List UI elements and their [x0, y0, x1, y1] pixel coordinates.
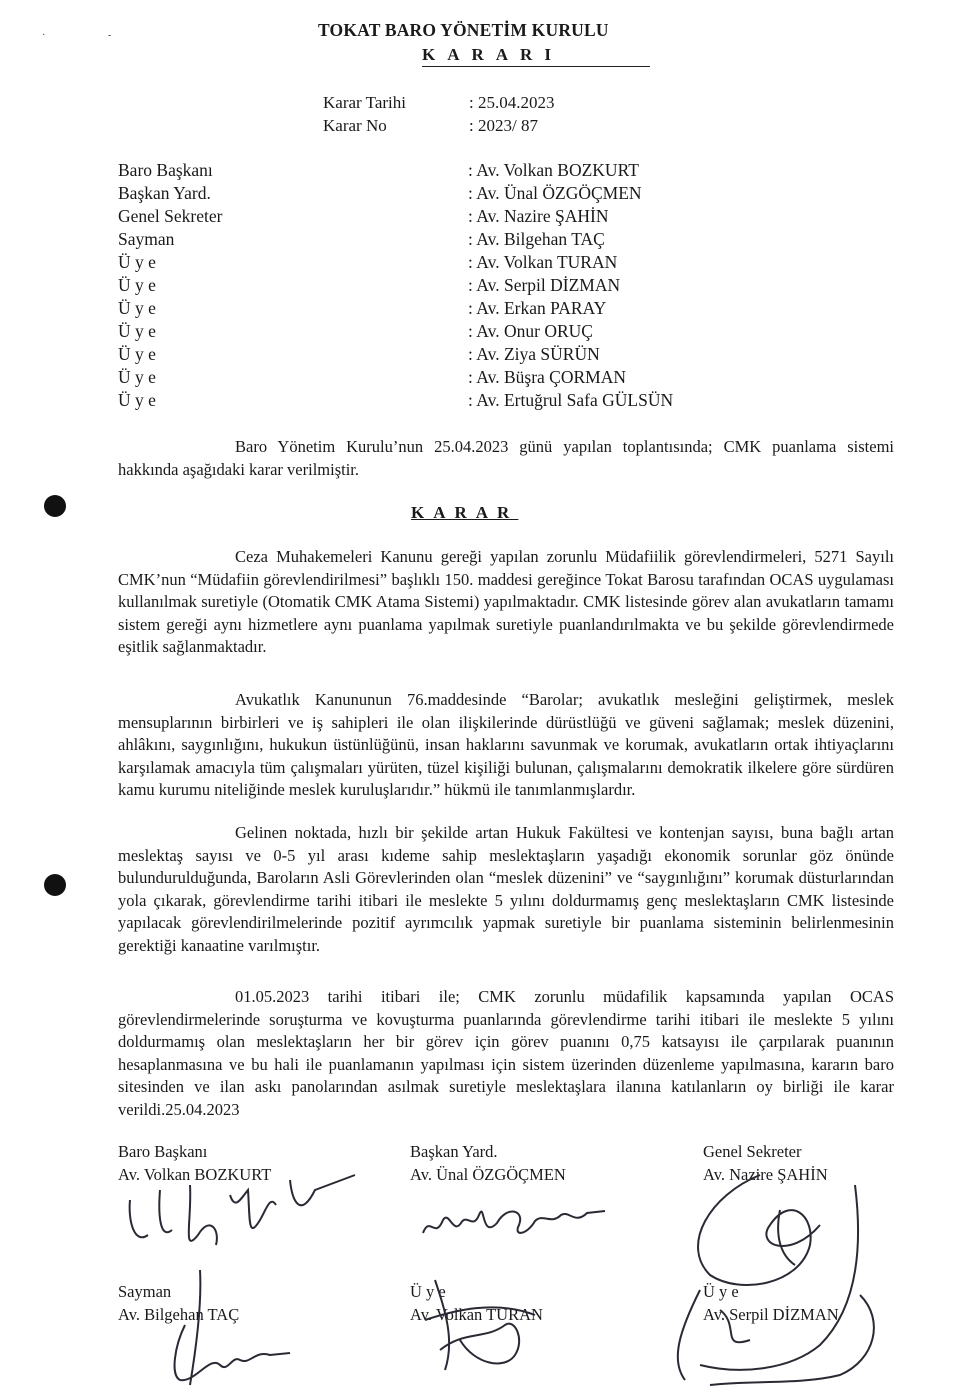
document-subtitle: KARARI: [422, 45, 650, 67]
signature-name: Av. Serpil DİZMAN: [703, 1305, 839, 1324]
decision-heading: KARAR: [411, 503, 519, 522]
punch-hole-top: [44, 495, 66, 517]
signature-name: Av. Volkan TURAN: [410, 1305, 543, 1324]
member-name: : Av. Onur ORUÇ: [468, 321, 593, 341]
member-name: : Av. Volkan TURAN: [468, 252, 618, 272]
body-paragraph-1: Ceza Muhakemeleri Kanunu gereği yapılan zorunlu Müdafiilik görevlendirmeleri, 5271 Sayılı CMK’nun “Müdafiin görevlendirilmesi” başlıklı 150. maddesi gereğince Tokat Barosu tarafından OCAS uygulaması kullanılmak suretiyle (Otomatik CMK Atama Sistemi) yapılmaktadır. CMK listesinde görev alan avukatların tamamı sistem gereği aynı hizmetlere aynı puanlama yapılmak suretiyle puanlandırılmakta ve bu şekilde görevlendirmede eşitlik sağlanmaktadır.: [118, 547, 894, 656]
signature-role: Ü y e: [410, 1282, 446, 1301]
document-title: TOKAT BARO YÖNETİM KURULU: [318, 20, 609, 40]
signature-block-treasurer: [118, 1280, 239, 1326]
signature-block-president: [118, 1140, 271, 1186]
signature-role: Sayman: [118, 1282, 172, 1301]
scan-specks: · -: [42, 30, 142, 41]
date-label: Karar Tarihi: [323, 93, 406, 112]
member-role: Baro Başkanı: [118, 160, 213, 180]
member-name: : Av. Nazire ŞAHİN: [468, 206, 609, 226]
member-name: : Av. Ertuğrul Safa GÜLSÜN: [468, 390, 674, 410]
meta-date-row: [323, 91, 554, 114]
member-name: : Av. Serpil DİZMAN: [468, 275, 621, 295]
member-row: [118, 159, 673, 182]
signature-block-secretary: [703, 1140, 828, 1186]
member-role: Ü y e: [118, 390, 156, 410]
member-role: Ü y e: [118, 367, 156, 387]
member-row: [118, 343, 673, 366]
handwritten-signature-vice-president: [415, 1185, 615, 1245]
member-row: [118, 297, 673, 320]
member-row: [118, 251, 673, 274]
member-name: : Av. Büşra ÇORMAN: [468, 367, 626, 387]
member-role: Sayman: [118, 229, 175, 249]
intro-paragraph: Baro Yönetim Kurulu’nun 25.04.2023 günü yapılan toplantısında; CMK puanlama sistemi hakkında aşağıdaki karar verilmiştir.: [118, 437, 894, 479]
member-role: Başkan Yard.: [118, 183, 211, 203]
punch-hole-bottom: [44, 874, 66, 896]
member-name: : Av. Bilgehan TAÇ: [468, 229, 605, 249]
date-value: : 25.04.2023: [469, 93, 555, 112]
body-paragraph-4: 01.05.2023 tarihi itibari ile; CMK zorunlu müdafilik kapsamında yapılan OCAS görevlendirmelerinde soruşturma ve kovuşturma puanlarında görevlendirme tarihi itibari ile meslekte 5 yılını doldurmamış olan meslektaşların her bir görev için görev puanını 0,75 katsayısı ile çarpılarak puanının hesaplanmasına ve bu hali ile puanlamanın yapılması için sistem üzerinden düzenleme yapılmasına, kararın baro sitesinden ve ilan askı panolarından asılmak suretiyle meslektaşlara ilanına katılanların oy birliği ile karar verildi.25.04.2023: [118, 987, 894, 1119]
signature-role: Genel Sekreter: [703, 1142, 802, 1161]
member-row: [118, 320, 673, 343]
member-role: Ü y e: [118, 275, 156, 295]
signature-block-member-turan: [410, 1280, 543, 1326]
member-role: Ü y e: [118, 252, 156, 272]
signature-name: Av. Ünal ÖZGÖÇMEN: [410, 1165, 566, 1184]
signature-name: Av. Nazire ŞAHİN: [703, 1165, 828, 1184]
signature-role: Baro Başkanı: [118, 1142, 208, 1161]
member-role: Ü y e: [118, 298, 156, 318]
member-role: Ü y e: [118, 321, 156, 341]
member-row: [118, 366, 673, 389]
member-row: [118, 389, 673, 412]
signature-block-member-dizman: [703, 1280, 839, 1326]
member-role: Genel Sekreter: [118, 206, 223, 226]
signature-role: Başkan Yard.: [410, 1142, 498, 1161]
signature-block-vice-president: [410, 1140, 566, 1186]
member-row: [118, 205, 673, 228]
number-value: : 2023/ 87: [469, 116, 538, 135]
member-name: : Av. Ünal ÖZGÖÇMEN: [468, 183, 642, 203]
board-members-list: [118, 159, 673, 412]
number-label: Karar No: [323, 116, 387, 135]
member-row: [118, 182, 673, 205]
member-name: : Av. Volkan BOZKURT: [468, 160, 639, 180]
member-name: : Av. Ziya SÜRÜN: [468, 344, 600, 364]
handwritten-signature-secretary: [680, 1165, 890, 1385]
member-name: : Av. Erkan PARAY: [468, 298, 607, 318]
body-paragraph-3: Gelinen noktada, hızlı bir şekilde artan Hukuk Fakültesi ve kontenjan sayısı, buna bağlı artan meslektaş sayısı ve 0-5 yıl arası kıdeme sahip meslektaşların yaşadığı ekonomik sorunlar göz önünde bulundurulduğunda, Baroların Asli Görevlerinden olan “meslek düzenini” ve “saygınlığını” korumak düsturlarından yola çıkarak, görevlendirme tarihi itibari ile meslekte 5 yılını doldurmamış genç meslektaşların CMK listesinde yapılacak görevlendirilmelerinde pozitif ayrımcılık yapmak suretiyle bir puanlama sisteminin belirlenmesinin gerektiği kanaatine varılmıştır.: [118, 823, 894, 955]
signature-name: Av. Volkan BOZKURT: [118, 1165, 272, 1184]
member-row: [118, 274, 673, 297]
meta-no-row: [323, 114, 554, 137]
signature-role: Ü y e: [703, 1282, 739, 1301]
signature-name: Av. Bilgehan TAÇ: [118, 1305, 240, 1324]
member-role: Ü y e: [118, 344, 156, 364]
member-row: [118, 228, 673, 251]
body-paragraph-2: Avukatlık Kanununun 76.maddesinde “Barolar; avukatlık mesleğini geliştirmek, meslek mensuplarının birbirleri ve iş sahipleri ile olan ilişkilerinde dürüstlüğü ve güveni sağlamak; meslek düzenini, ahlâkını, saygınlığını, hukukun üstünlüğünü, insan haklarını savunmak ve korumak, avukatların ortak ihtiyaçlarını karşılamak amacıyla tüm çalışmaları yürüten, tüzel kişiliği bulunan, çalışmalarını demokratik ilkelere göre sürdüren kamu kurumu niteliğinde meslek kuruluşlarıdır.” hükmü ile tanımlanmışlardır.: [118, 690, 894, 799]
decision-meta: [323, 91, 554, 137]
